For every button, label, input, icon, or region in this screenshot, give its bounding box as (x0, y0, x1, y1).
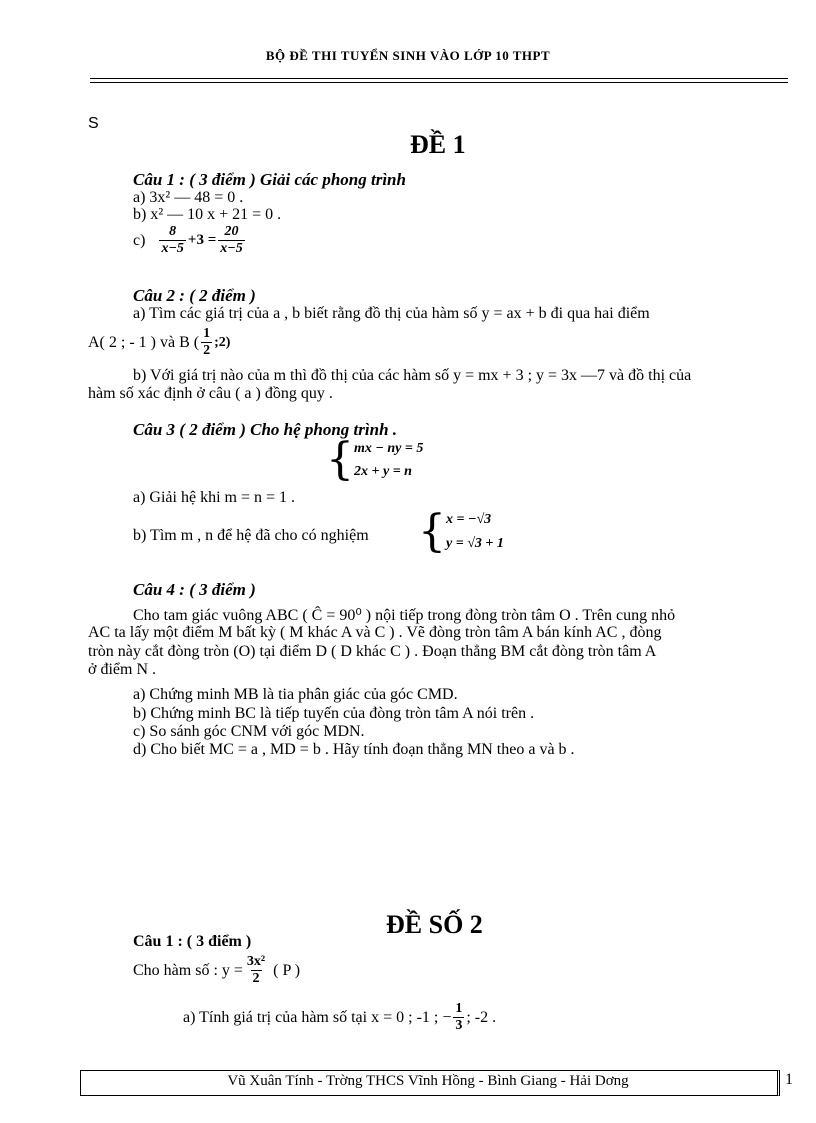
de2-cau1-heading: Câu 1 : ( 3 điểm ) (133, 933, 252, 950)
de1-cau2-a-frac-den: 2 (203, 343, 211, 359)
header-rule-bottom (90, 82, 788, 83)
de1-cau4-c: c) So sánh góc CNM với góc MDN. (133, 723, 365, 740)
de1-cau2-a-cont-pre: A( 2 ; - 1 ) và B ( (88, 333, 200, 351)
de1-cau1-c-mid: +3 = (187, 232, 217, 249)
de2-cau1-frac-den: 2 (252, 971, 260, 987)
de1-cau1-c-frac1-num: 8 (169, 224, 177, 239)
de1-cau3-sol2: y = √3 + 1 (446, 535, 504, 551)
de1-cau1-heading: Câu 1 : ( 3 điểm ) Giải các phong trình (133, 170, 406, 189)
de1-cau2-heading: Câu 2 : ( 2 điểm ) (133, 286, 256, 305)
de1-cau2-a-cont (88, 326, 230, 359)
de2-cau1-function (133, 954, 300, 987)
de1-cau2-a-cont-post: ;2) (214, 334, 231, 350)
de1-cau4-p2: AC ta lấy một điểm M bất kỳ ( M khác A và C ) . Vẽ đòng tròn tâm A bán kính AC , đòng (88, 624, 662, 641)
de1-cau2-a-frac (201, 326, 212, 359)
de1-cau2-a: a) Tìm các giá trị của a , b biết rằng đồ thị của hàm số y = ax + b đi qua hai điểm (133, 305, 650, 322)
de1-cau3-sys1: mx − ny = 5 (354, 441, 424, 456)
de1-cau3-system-lines (354, 437, 423, 483)
header-rule-top (90, 78, 788, 79)
page-header: BỘ ĐỀ THI TUYỂN SINH VÀO LỚP 10 THPT (265, 48, 551, 63)
de1-cau1-b: b) x² — 10 x + 21 = 0 . (133, 206, 282, 223)
de1-cau1-c-frac2 (218, 224, 244, 257)
de1-cau1-c-frac2-den: x−5 (220, 241, 243, 257)
de1-cau3-system (326, 434, 424, 486)
de1-cau4-p3: tròn này cắt đòng tròn (O) tại điểm D ( D khác C ) . Đoạn thẳng BM cắt đòng tròn tâm A (88, 643, 657, 660)
de1-cau3-solution (418, 505, 504, 557)
de1-cau3-sol1: x = −√3 (446, 512, 492, 527)
de2-cau1-frac (245, 954, 267, 987)
de2-cau1-a-frac-den: 3 (455, 1018, 463, 1034)
de2-title: ĐỀ SỐ 2 (386, 910, 483, 939)
de1-cau3-sol-brace: { (418, 505, 446, 557)
de2-cau1-a-pre: a) Tính giá trị của hàm số tại x = 0 ; -1 ; − (183, 1008, 452, 1026)
de2-cau1-pre: Cho hàm số : y = (133, 961, 243, 979)
de1-cau1-c-frac1 (159, 224, 185, 257)
de1-cau4-d: d) Cho biết MC = a , MD = b . Hãy tính đoạn thẳng MN theo a và b . (133, 741, 575, 758)
de2-cau1-a-frac (453, 1001, 464, 1034)
de1-cau4-heading: Câu 4 : ( 3 điểm ) (133, 580, 256, 599)
de1-cau4-a: a) Chứng minh MB là tia phân giác của góc CMD. (133, 686, 458, 703)
de1-cau4-p1: Cho tam giác vuông ABC ( Ĉ = 90⁰ ) nội tiếp trong đòng tròn tâm O . Trên cung nhỏ (133, 607, 676, 624)
de1-title: ĐỀ 1 (410, 130, 466, 159)
de1-cau4-b: b) Chứng minh BC là tiếp tuyến của đòng tròn tâm A nói trên . (133, 705, 535, 722)
de2-cau1-a (183, 1001, 496, 1034)
de2-cau1-a-post: ; -2 . (466, 1008, 497, 1026)
de2-cau1-post: ( P ) (273, 961, 301, 979)
de1-cau1-c-label: c) (133, 231, 146, 249)
de1-cau3-brace: { (326, 434, 354, 486)
de1-cau3-a: a) Giải hệ khi m = n = 1 . (133, 489, 296, 506)
de1-cau1-a: a) 3x² — 48 = 0 . (133, 189, 244, 206)
de1-cau4-p4: ở điểm N . (88, 661, 157, 678)
de1-cau3-b: b) Tìm m , n để hệ đã cho có nghiệm (133, 527, 369, 544)
de1-cau3-solution-lines (446, 508, 504, 556)
de1-cau3-heading: Câu 3 ( 2 điểm ) Cho hệ phong trình . (133, 420, 398, 439)
de1-cau3-sys2: 2x + y = n (354, 464, 412, 480)
footer-text: Vũ Xuân Tính - Trờng THCS Vĩnh Hồng - Bình Giang - Hải Dơng (227, 1073, 629, 1089)
de1-cau1-c-frac1-den: x−5 (161, 241, 184, 257)
de1-cau1-c-frac2-num: 20 (224, 224, 239, 239)
de1-cau2-a-frac-num: 1 (203, 326, 211, 341)
stray-mark: S (88, 115, 99, 132)
de2-cau1-a-frac-num: 1 (455, 1001, 463, 1016)
de1-cau2-b2: hàm số xác định ở câu ( a ) đồng quy . (88, 385, 333, 402)
page-number: 1 (785, 1071, 793, 1088)
de1-cau2-b1: b) Với giá trị nào của m thì đồ thị của các hàm số y = mx + 3 ; y = 3x —7 và đồ thị của (133, 367, 692, 384)
de1-cau1-c (133, 224, 247, 257)
de2-cau1-frac-num: 3x² (246, 954, 266, 969)
